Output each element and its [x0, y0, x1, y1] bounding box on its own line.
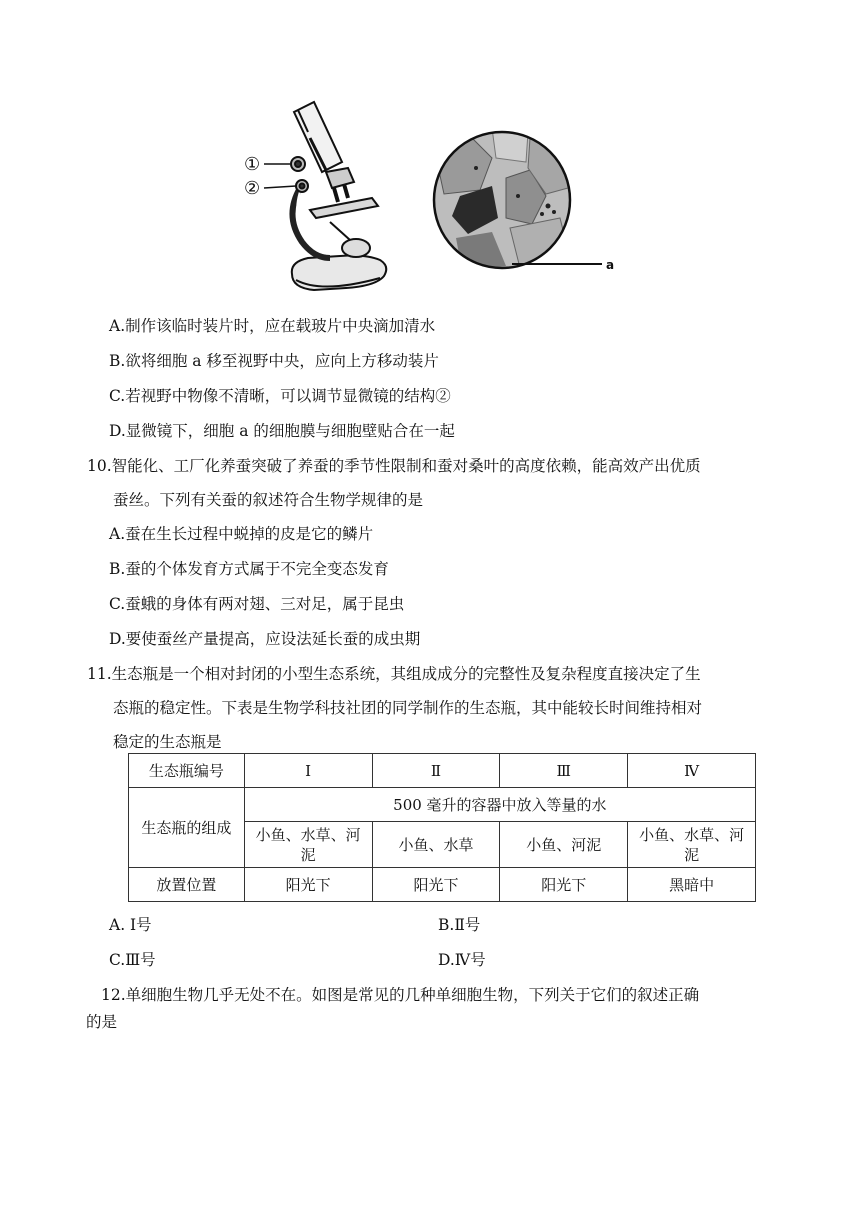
table-cell: 小鱼、水草、河泥 [244, 822, 372, 868]
table-row [129, 788, 756, 822]
q11-option-c: C.Ⅲ号 [109, 951, 156, 969]
label-a: a [606, 258, 615, 272]
q9-option-b: B.欲将细胞 a 移至视野中央，应向上方移动装片 [109, 352, 439, 370]
table-cell: Ⅱ [372, 754, 500, 788]
label-2: ② [244, 178, 261, 199]
table-row [129, 868, 756, 902]
table-cell: 阳光下 [500, 868, 628, 902]
table-cell: 500 毫升的容器中放入等量的水 [244, 788, 755, 822]
microscope-icon [264, 102, 386, 290]
table-cell: 阳光下 [372, 868, 500, 902]
q11-stem-line3: 稳定的生态瓶是 [113, 733, 222, 751]
table-cell: 阳光下 [244, 868, 372, 902]
q12-stem-line1: 12.单细胞生物几乎无处不在。如图是常见的几种单细胞生物，下列关于它们的叙述正确 [101, 986, 700, 1004]
table-cell: 小鱼、水草、河泥 [628, 822, 756, 868]
q10-stem-line2: 蚕丝。下列有关蚕的叙述符合生物学规律的是 [113, 491, 424, 509]
q11-option-d: D.Ⅳ号 [438, 951, 486, 969]
q12-stem-line2: 的是 [86, 1013, 118, 1031]
q10-stem-line1: 10.智能化、工厂化养蚕突破了养蚕的季节性限制和蚕对桑叶的高度依赖，能高效产出优质 [87, 457, 701, 475]
q10-option-a: A.蚕在生长过程中蜕掉的皮是它的鳞片 [109, 525, 374, 543]
table-row [129, 754, 756, 788]
table-cell: 放置位置 [129, 868, 245, 902]
q10-option-c: C.蚕蛾的身体有两对翅、三对足，属于昆虫 [109, 595, 405, 613]
q11-option-a: A. Ⅰ号 [109, 916, 152, 934]
q9-option-d: D.显微镜下，细胞 a 的细胞膜与细胞壁贴合在一起 [109, 422, 455, 440]
table-cell: 黑暗中 [628, 868, 756, 902]
table-cell: I [244, 754, 372, 788]
table-cell: 生态瓶编号 [129, 754, 245, 788]
table-cell: Ⅳ [628, 754, 756, 788]
table-cell: 生态瓶的组成 [129, 788, 245, 868]
table-cell: 小鱼、水草 [372, 822, 500, 868]
q10-option-b: B.蚕的个体发育方式属于不完全变态发育 [109, 560, 389, 578]
q10-option-d: D.要使蚕丝产量提高，应设法延长蚕的成虫期 [109, 630, 421, 648]
table-cell: Ⅲ [500, 754, 628, 788]
q11-stem-line2: 态瓶的稳定性。下表是生物学科技社团的同学制作的生态瓶，其中能较长时间维持相对 [113, 699, 703, 717]
q11-stem-line1: 11.生态瓶是一个相对封闭的小型生态系统，其组成成分的完整性及复杂程度直接决定了生 [87, 665, 701, 683]
label-1: ① [244, 154, 261, 175]
table-cell: 小鱼、河泥 [500, 822, 628, 868]
q9-option-a: A.制作该临时装片时，应在载玻片中央滴加清水 [109, 317, 436, 335]
ecobottle-table [128, 753, 756, 902]
microscope-figure [230, 98, 640, 300]
field-of-view [434, 128, 602, 270]
q9-option-c: C.若视野中物像不清晰，可以调节显微镜的结构② [109, 387, 451, 405]
q11-option-b: B.Ⅱ号 [438, 916, 481, 934]
